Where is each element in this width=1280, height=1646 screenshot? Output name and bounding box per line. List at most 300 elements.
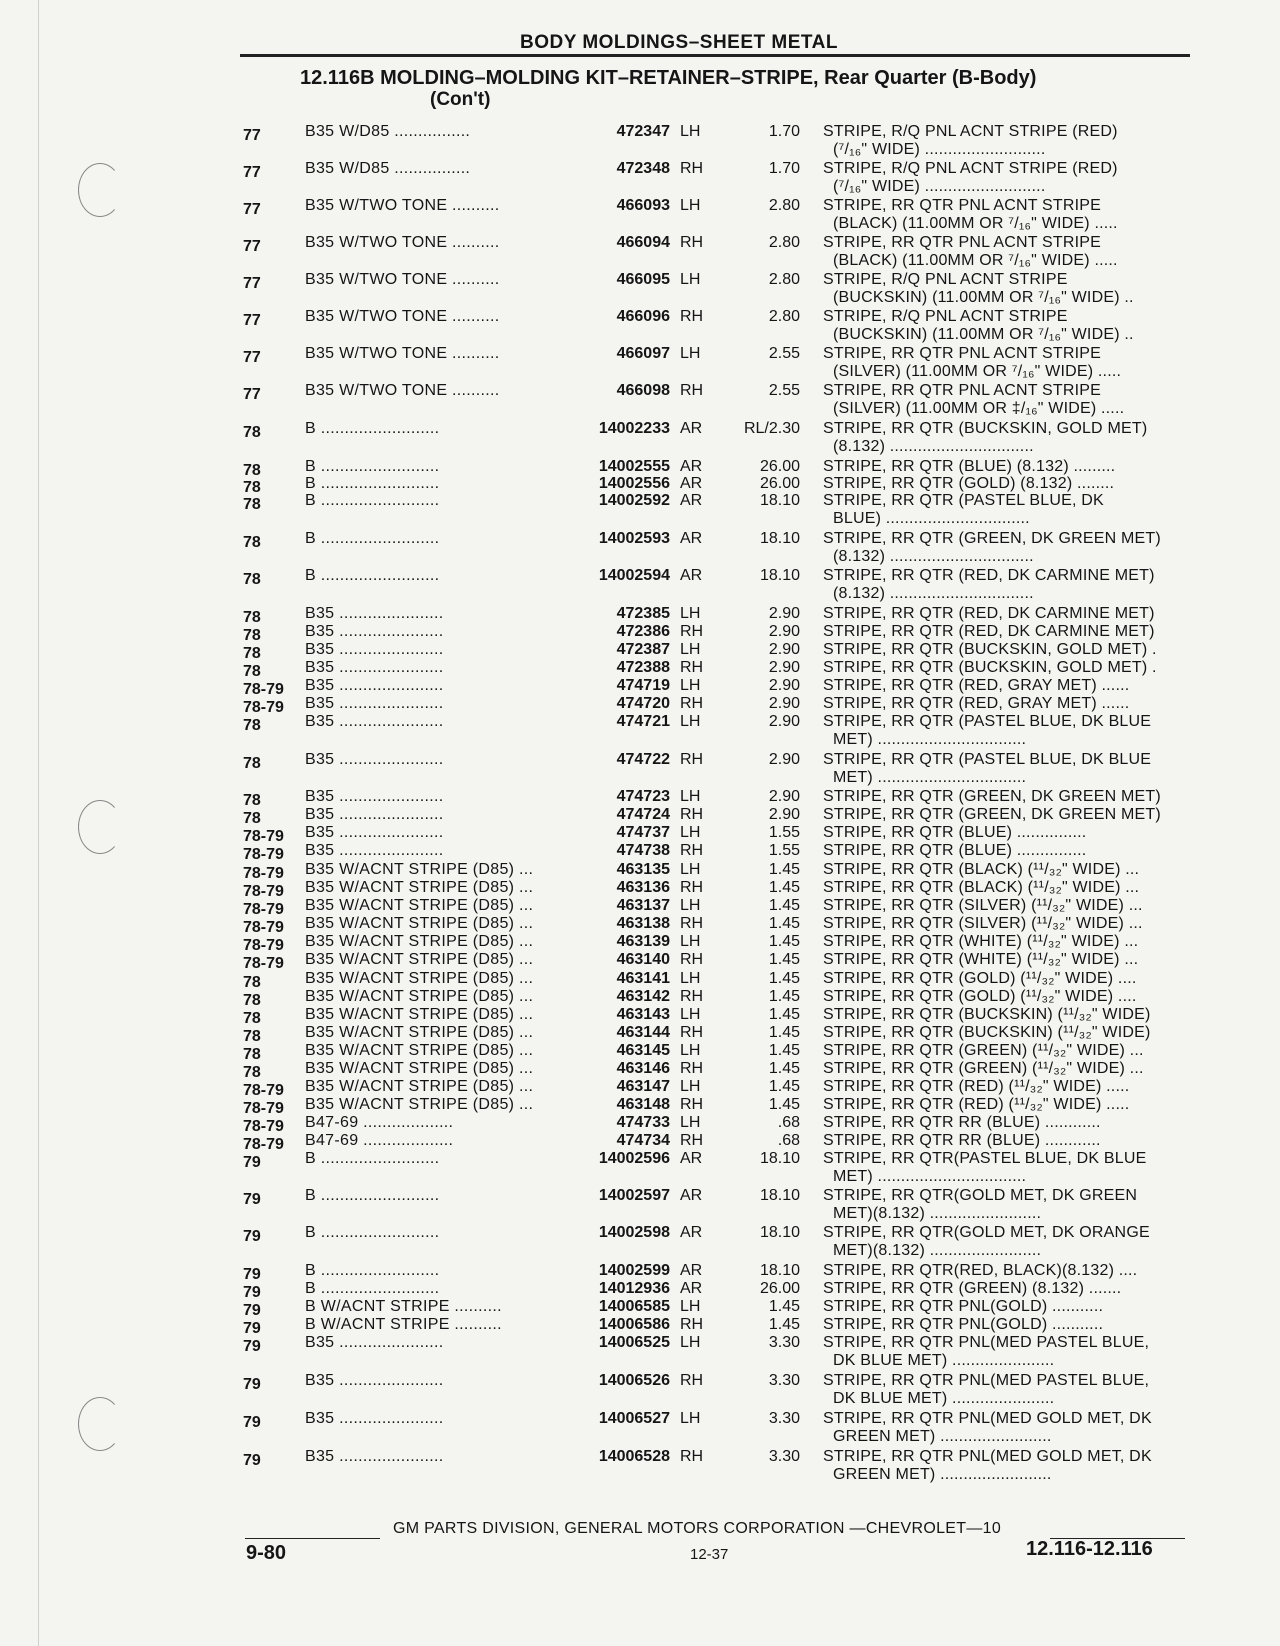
- year-cell: 79: [243, 1376, 261, 1393]
- model-cell: B35 ......................: [305, 1448, 444, 1465]
- part-number-cell: 14006526: [598, 1372, 670, 1389]
- year-cell: 78-79: [243, 901, 284, 918]
- part-number-cell: 474721: [616, 713, 670, 730]
- description-cell: STRIPE, RR QTR(GOLD MET, DK GREEN: [823, 1187, 1138, 1204]
- side-cell: RH: [680, 1096, 704, 1113]
- description-cell: STRIPE, RR QTR (RED) (¹¹/₃₂" WIDE) .....: [823, 1078, 1130, 1095]
- model-cell: B .........................: [305, 1224, 440, 1241]
- section-continued: (Con't): [430, 89, 491, 110]
- year-cell: 77: [243, 201, 261, 218]
- table-row: [0, 1448, 1280, 1484]
- part-number-cell: 14002556: [598, 475, 670, 492]
- price-cell: 26.00: [759, 475, 800, 492]
- description-continued-cell: (SILVER) (11.00MM OR ⁷/₁₆" WIDE) .....: [833, 363, 1122, 380]
- price-cell: 2.90: [768, 677, 800, 694]
- description-cell: STRIPE, RR QTR (BLUE) ...............: [823, 842, 1087, 859]
- part-number-cell: 463147: [616, 1078, 670, 1095]
- price-cell: 2.90: [768, 623, 800, 640]
- price-cell: 18.10: [759, 1224, 800, 1241]
- description-cell: STRIPE, RR QTR (BUCKSKIN, GOLD MET) .: [823, 641, 1157, 658]
- side-cell: LH: [680, 271, 701, 288]
- price-cell: 1.45: [768, 1024, 800, 1041]
- price-cell: 2.80: [768, 234, 800, 251]
- model-cell: B35 W/D85 ................: [305, 123, 471, 140]
- description-cell: STRIPE, R/Q PNL ACNT STRIPE: [823, 271, 1068, 288]
- side-cell: RH: [680, 659, 704, 676]
- side-cell: LH: [680, 123, 701, 140]
- description-cell: STRIPE, RR QTR (BLUE) ...............: [823, 824, 1087, 841]
- side-cell: LH: [680, 1298, 701, 1315]
- model-cell: B35 ......................: [305, 842, 444, 859]
- price-cell: 1.45: [768, 1060, 800, 1077]
- year-cell: 77: [243, 275, 261, 292]
- side-cell: LH: [680, 1334, 701, 1351]
- year-cell: 77: [243, 238, 261, 255]
- price-cell: RL/2.30: [743, 420, 800, 437]
- description-continued-cell: MET)(8.132) ........................: [833, 1205, 1042, 1222]
- price-cell: 26.00: [759, 458, 800, 475]
- model-cell: B35 ......................: [305, 659, 444, 676]
- model-cell: B .........................: [305, 475, 440, 492]
- year-cell: 78: [243, 992, 261, 1009]
- description-cell: STRIPE, RR QTR PNL(MED GOLD MET, DK: [823, 1448, 1152, 1465]
- description-cell: STRIPE, RR QTR (WHITE) (¹¹/₃₂" WIDE) ...: [823, 933, 1139, 950]
- table-row: [0, 271, 1280, 307]
- year-cell: 78: [243, 1046, 261, 1063]
- description-cell: STRIPE, RR QTR (RED, DK CARMINE MET): [823, 605, 1155, 622]
- side-cell: RH: [680, 160, 704, 177]
- description-cell: STRIPE, RR QTR PNL(GOLD) ...........: [823, 1298, 1104, 1315]
- description-continued-cell: (BLACK) (11.00MM OR ⁷/₁₆" WIDE) .....: [833, 252, 1118, 269]
- year-cell: 78-79: [243, 1136, 284, 1153]
- side-cell: AR: [680, 1150, 703, 1167]
- year-cell: 78-79: [243, 1118, 284, 1135]
- price-cell: 2.80: [768, 308, 800, 325]
- description-cell: STRIPE, RR QTR PNL(MED PASTEL BLUE,: [823, 1334, 1150, 1351]
- description-cell: STRIPE, RR QTR (RED, GRAY MET) ......: [823, 677, 1130, 694]
- model-cell: B35 W/ACNT STRIPE (D85) ...: [305, 951, 534, 968]
- price-cell: 1.45: [768, 933, 800, 950]
- part-number-cell: 14002233: [598, 420, 670, 437]
- description-cell: STRIPE, RR QTR (PASTEL BLUE, DK BLUE: [823, 713, 1152, 730]
- price-cell: 2.90: [768, 641, 800, 658]
- description-cell: STRIPE, RR QTR (PASTEL BLUE, DK BLUE: [823, 751, 1152, 768]
- year-cell: 79: [243, 1452, 261, 1469]
- year-cell: 78: [243, 609, 261, 626]
- part-number-cell: 474724: [616, 806, 670, 823]
- year-cell: 79: [243, 1338, 261, 1355]
- side-cell: RH: [680, 308, 704, 325]
- part-number-cell: 474723: [616, 788, 670, 805]
- part-number-cell: 14002596: [598, 1150, 670, 1167]
- description-continued-cell: DK BLUE MET) ......................: [833, 1390, 1055, 1407]
- model-cell: B47-69 ...................: [305, 1132, 454, 1149]
- side-cell: RH: [680, 623, 704, 640]
- model-cell: B .........................: [305, 567, 440, 584]
- part-number-cell: 14002594: [598, 567, 670, 584]
- section-title: 12.116B MOLDING–MOLDING KIT–RETAINER–STRIPE, Rear Quarter (B-Body): [300, 67, 1037, 89]
- side-cell: AR: [680, 458, 703, 475]
- side-cell: RH: [680, 751, 704, 768]
- table-row: [0, 530, 1280, 566]
- price-cell: 1.45: [768, 1006, 800, 1023]
- model-cell: B35 ......................: [305, 605, 444, 622]
- model-cell: B47-69 ...................: [305, 1114, 454, 1131]
- model-cell: B35 ......................: [305, 788, 444, 805]
- side-cell: RH: [680, 1372, 704, 1389]
- description-cell: STRIPE, RR QTR (BUCKSKIN) (¹¹/₃₂" WIDE): [823, 1006, 1151, 1023]
- part-number-cell: 463141: [616, 970, 670, 987]
- year-cell: 79: [243, 1414, 261, 1431]
- price-cell: 2.90: [768, 605, 800, 622]
- model-cell: B35 ......................: [305, 1372, 444, 1389]
- price-cell: 1.45: [768, 1316, 800, 1333]
- model-cell: B35 ......................: [305, 641, 444, 658]
- year-cell: 77: [243, 164, 261, 181]
- price-cell: 1.55: [768, 842, 800, 859]
- model-cell: B35 W/ACNT STRIPE (D85) ...: [305, 861, 534, 878]
- model-cell: B35 ......................: [305, 695, 444, 712]
- part-number-cell: 463136: [616, 879, 670, 896]
- side-cell: AR: [680, 530, 703, 547]
- side-cell: AR: [680, 475, 703, 492]
- table-row: [0, 308, 1280, 344]
- model-cell: B35 ......................: [305, 713, 444, 730]
- description-cell: STRIPE, RR QTR (BLUE) (8.132) .........: [823, 458, 1116, 475]
- model-cell: B35 W/TWO TONE ..........: [305, 271, 500, 288]
- part-number-cell: 14006586: [598, 1316, 670, 1333]
- description-continued-cell: GREEN MET) ........................: [833, 1466, 1052, 1483]
- table-row: [0, 123, 1280, 159]
- description-cell: STRIPE, RR QTR (PASTEL BLUE, DK: [823, 492, 1104, 509]
- description-continued-cell: (8.132) ...............................: [833, 548, 1034, 565]
- price-cell: 1.45: [768, 1298, 800, 1315]
- model-cell: B .........................: [305, 530, 440, 547]
- part-number-cell: 474722: [616, 751, 670, 768]
- price-cell: 18.10: [759, 1150, 800, 1167]
- description-cell: STRIPE, R/Q PNL ACNT STRIPE (RED): [823, 123, 1118, 140]
- year-cell: 78: [243, 792, 261, 809]
- part-number-cell: 466095: [616, 271, 670, 288]
- description-cell: STRIPE, RR QTR (BUCKSKIN) (¹¹/₃₂" WIDE): [823, 1024, 1151, 1041]
- side-cell: AR: [680, 1187, 703, 1204]
- side-cell: LH: [680, 1006, 701, 1023]
- table-row: [0, 751, 1280, 787]
- table-row: [0, 234, 1280, 270]
- footer-date: 9-80: [246, 1542, 287, 1564]
- side-cell: LH: [680, 345, 701, 362]
- part-number-cell: 14006528: [598, 1448, 670, 1465]
- year-cell: 78: [243, 627, 261, 644]
- year-cell: 79: [243, 1284, 261, 1301]
- model-cell: B .........................: [305, 1280, 440, 1297]
- description-continued-cell: (⁷/₁₆" WIDE) ..........................: [833, 141, 1046, 158]
- price-cell: 2.80: [768, 271, 800, 288]
- description-cell: STRIPE, RR QTR PNL(MED PASTEL BLUE,: [823, 1372, 1150, 1389]
- description-cell: STRIPE, RR QTR (RED, DK CARMINE MET): [823, 567, 1155, 584]
- description-cell: STRIPE, RR QTR PNL ACNT STRIPE: [823, 382, 1102, 399]
- description-cell: STRIPE, RR QTR (BLACK) (¹¹/₃₂" WIDE) ...: [823, 879, 1140, 896]
- table-row: [0, 1187, 1280, 1223]
- year-cell: 78-79: [243, 919, 284, 936]
- price-cell: 1.45: [768, 1078, 800, 1095]
- description-continued-cell: GREEN MET) ........................: [833, 1428, 1052, 1445]
- model-cell: B35 W/ACNT STRIPE (D85) ...: [305, 897, 534, 914]
- description-cell: STRIPE, RR QTR (GREEN, DK GREEN MET): [823, 530, 1161, 547]
- side-cell: RH: [680, 382, 704, 399]
- year-cell: 78: [243, 974, 261, 991]
- model-cell: B35 W/D85 ................: [305, 160, 471, 177]
- model-cell: B35 ......................: [305, 1410, 444, 1427]
- table-row: [0, 1372, 1280, 1408]
- part-number-cell: 463142: [616, 988, 670, 1005]
- model-cell: B35 ......................: [305, 824, 444, 841]
- year-cell: 79: [243, 1228, 261, 1245]
- model-cell: B35 W/ACNT STRIPE (D85) ...: [305, 1096, 534, 1113]
- year-cell: 78: [243, 571, 261, 588]
- price-cell: 1.70: [768, 160, 800, 177]
- side-cell: RH: [680, 806, 704, 823]
- table-row: [0, 1410, 1280, 1446]
- footer-section-ref: 12.116-12.116: [1026, 1538, 1153, 1560]
- year-cell: 78: [243, 1028, 261, 1045]
- side-cell: LH: [680, 677, 701, 694]
- part-number-cell: 14006527: [598, 1410, 670, 1427]
- description-continued-cell: DK BLUE MET) ......................: [833, 1352, 1055, 1369]
- price-cell: 1.45: [768, 897, 800, 914]
- description-continued-cell: (8.132) ...............................: [833, 438, 1034, 455]
- description-cell: STRIPE, RR QTR PNL ACNT STRIPE: [823, 234, 1102, 251]
- table-row: [0, 197, 1280, 233]
- part-number-cell: 474737: [616, 824, 670, 841]
- part-number-cell: 472388: [616, 659, 670, 676]
- model-cell: B35 W/TWO TONE ..........: [305, 234, 500, 251]
- model-cell: B .........................: [305, 420, 440, 437]
- year-cell: 79: [243, 1154, 261, 1171]
- part-number-cell: 14012936: [598, 1280, 670, 1297]
- price-cell: 1.55: [768, 824, 800, 841]
- description-cell: STRIPE, RR QTR (RED) (¹¹/₃₂" WIDE) .....: [823, 1096, 1130, 1113]
- description-cell: STRIPE, RR QTR(PASTEL BLUE, DK BLUE: [823, 1150, 1147, 1167]
- description-continued-cell: (⁷/₁₆" WIDE) ..........................: [833, 178, 1046, 195]
- description-cell: STRIPE, R/Q PNL ACNT STRIPE: [823, 308, 1068, 325]
- description-continued-cell: (BUCKSKIN) (11.00MM OR ⁷/₁₆" WIDE) ..: [833, 326, 1134, 343]
- description-cell: STRIPE, RR QTR (GOLD) (¹¹/₃₂" WIDE) ....: [823, 988, 1137, 1005]
- model-cell: B35 W/TWO TONE ..........: [305, 345, 500, 362]
- description-continued-cell: (8.132) ...............................: [833, 585, 1034, 602]
- description-cell: STRIPE, RR QTR (RED, DK CARMINE MET): [823, 623, 1155, 640]
- price-cell: 2.55: [768, 382, 800, 399]
- description-continued-cell: BLUE) ...............................: [833, 510, 1030, 527]
- side-cell: LH: [680, 641, 701, 658]
- side-cell: LH: [680, 1410, 701, 1427]
- year-cell: 78: [243, 755, 261, 772]
- price-cell: 18.10: [759, 530, 800, 547]
- year-cell: 77: [243, 127, 261, 144]
- side-cell: AR: [680, 1280, 703, 1297]
- part-number-cell: 463138: [616, 915, 670, 932]
- price-cell: 3.30: [768, 1334, 800, 1351]
- model-cell: B .........................: [305, 1262, 440, 1279]
- model-cell: B .........................: [305, 492, 440, 509]
- side-cell: RH: [680, 1316, 704, 1333]
- year-cell: 78: [243, 534, 261, 551]
- part-number-cell: 463145: [616, 1042, 670, 1059]
- description-cell: STRIPE, RR QTR (GREEN) (¹¹/₃₂" WIDE) ...: [823, 1060, 1144, 1077]
- description-cell: STRIPE, RR QTR (WHITE) (¹¹/₃₂" WIDE) ...: [823, 951, 1139, 968]
- price-cell: 3.30: [768, 1372, 800, 1389]
- year-cell: 78-79: [243, 681, 284, 698]
- side-cell: LH: [680, 933, 701, 950]
- model-cell: B W/ACNT STRIPE ..........: [305, 1316, 502, 1333]
- year-cell: 77: [243, 349, 261, 366]
- price-cell: 2.90: [768, 751, 800, 768]
- description-continued-cell: MET) ................................: [833, 1168, 1027, 1185]
- price-cell: 2.90: [768, 713, 800, 730]
- table-row: [0, 1150, 1280, 1186]
- year-cell: 79: [243, 1266, 261, 1283]
- side-cell: LH: [680, 897, 701, 914]
- part-number-cell: 14002592: [598, 492, 670, 509]
- table-row: [0, 1224, 1280, 1260]
- price-cell: 18.10: [759, 1262, 800, 1279]
- model-cell: B .........................: [305, 458, 440, 475]
- year-cell: 79: [243, 1191, 261, 1208]
- part-number-cell: 466098: [616, 382, 670, 399]
- description-cell: STRIPE, RR QTR (GREEN, DK GREEN MET): [823, 788, 1161, 805]
- description-cell: STRIPE, RR QTR (BLACK) (¹¹/₃₂" WIDE) ...: [823, 861, 1140, 878]
- year-cell: 78: [243, 479, 261, 496]
- part-number-cell: 466097: [616, 345, 670, 362]
- description-continued-cell: MET) ................................: [833, 769, 1027, 786]
- year-cell: 78: [243, 663, 261, 680]
- year-cell: 79: [243, 1320, 261, 1337]
- part-number-cell: 466093: [616, 197, 670, 214]
- model-cell: B W/ACNT STRIPE ..........: [305, 1298, 502, 1315]
- description-cell: STRIPE, RR QTR(RED, BLACK)(8.132) ....: [823, 1262, 1138, 1279]
- price-cell: 1.45: [768, 1042, 800, 1059]
- model-cell: B35 ......................: [305, 1334, 444, 1351]
- year-cell: 78: [243, 462, 261, 479]
- part-number-cell: 14002555: [598, 458, 670, 475]
- model-cell: B35 W/ACNT STRIPE (D85) ...: [305, 1042, 534, 1059]
- model-cell: B35 ......................: [305, 623, 444, 640]
- side-cell: RH: [680, 234, 704, 251]
- side-cell: AR: [680, 1262, 703, 1279]
- part-number-cell: 463148: [616, 1096, 670, 1113]
- price-cell: 18.10: [759, 1187, 800, 1204]
- description-continued-cell: MET) ................................: [833, 731, 1027, 748]
- model-cell: B .........................: [305, 1150, 440, 1167]
- side-cell: RH: [680, 1448, 704, 1465]
- part-number-cell: 14002593: [598, 530, 670, 547]
- part-number-cell: 472385: [616, 605, 670, 622]
- year-cell: 79: [243, 1302, 261, 1319]
- description-cell: STRIPE, RR QTR (GOLD) (8.132) ........: [823, 475, 1115, 492]
- year-cell: 78-79: [243, 1082, 284, 1099]
- model-cell: B35 W/TWO TONE ..........: [305, 197, 500, 214]
- price-cell: 2.90: [768, 788, 800, 805]
- table-row: [0, 713, 1280, 749]
- year-cell: 78: [243, 424, 261, 441]
- side-cell: LH: [680, 788, 701, 805]
- model-cell: B35 W/ACNT STRIPE (D85) ...: [305, 970, 534, 987]
- side-cell: RH: [680, 1060, 704, 1077]
- price-cell: 18.10: [759, 492, 800, 509]
- model-cell: B35 ......................: [305, 806, 444, 823]
- model-cell: B35 ......................: [305, 677, 444, 694]
- side-cell: RH: [680, 1132, 704, 1149]
- model-cell: B35 W/TWO TONE ..........: [305, 308, 500, 325]
- side-cell: LH: [680, 713, 701, 730]
- description-cell: STRIPE, RR QTR PNL ACNT STRIPE: [823, 197, 1102, 214]
- part-number-cell: 472386: [616, 623, 670, 640]
- description-cell: STRIPE, RR QTR (SILVER) (¹¹/₃₂" WIDE) ...: [823, 897, 1143, 914]
- side-cell: RH: [680, 695, 704, 712]
- description-continued-cell: (SILVER) (11.00MM OR ‡/₁₆" WIDE) .....: [833, 400, 1125, 417]
- side-cell: LH: [680, 824, 701, 841]
- table-row: [0, 567, 1280, 603]
- part-number-cell: 463140: [616, 951, 670, 968]
- part-number-cell: 14002598: [598, 1224, 670, 1241]
- model-cell: B35 W/ACNT STRIPE (D85) ...: [305, 879, 534, 896]
- side-cell: AR: [680, 420, 703, 437]
- part-number-cell: 474738: [616, 842, 670, 859]
- price-cell: 1.45: [768, 861, 800, 878]
- part-number-cell: 472387: [616, 641, 670, 658]
- price-cell: 2.90: [768, 695, 800, 712]
- description-cell: STRIPE, RR QTR (GREEN) (¹¹/₃₂" WIDE) ...: [823, 1042, 1144, 1059]
- year-cell: 78-79: [243, 699, 284, 716]
- part-number-cell: 463144: [616, 1024, 670, 1041]
- table-row: [0, 382, 1280, 418]
- model-cell: B35 W/ACNT STRIPE (D85) ...: [305, 1006, 534, 1023]
- footer-page-number: 12-37: [690, 1546, 729, 1563]
- side-cell: RH: [680, 988, 704, 1005]
- price-cell: 1.45: [768, 879, 800, 896]
- side-cell: AR: [680, 567, 703, 584]
- part-number-cell: 472348: [616, 160, 670, 177]
- price-cell: 1.45: [768, 970, 800, 987]
- description-cell: STRIPE, R/Q PNL ACNT STRIPE (RED): [823, 160, 1118, 177]
- part-number-cell: 474720: [616, 695, 670, 712]
- model-cell: B35 ......................: [305, 751, 444, 768]
- part-number-cell: 474734: [616, 1132, 670, 1149]
- part-number-cell: 474733: [616, 1114, 670, 1131]
- description-cell: STRIPE, RR QTR RR (BLUE) ............: [823, 1132, 1101, 1149]
- description-cell: STRIPE, RR QTR (SILVER) (¹¹/₃₂" WIDE) ...: [823, 915, 1143, 932]
- description-continued-cell: (BLACK) (11.00MM OR ⁷/₁₆" WIDE) .....: [833, 215, 1118, 232]
- year-cell: 78-79: [243, 846, 284, 863]
- part-number-cell: 463135: [616, 861, 670, 878]
- table-row: [0, 160, 1280, 196]
- year-cell: 77: [243, 312, 261, 329]
- part-number-cell: 466094: [616, 234, 670, 251]
- side-cell: LH: [680, 1042, 701, 1059]
- year-cell: 78: [243, 645, 261, 662]
- side-cell: RH: [680, 915, 704, 932]
- part-number-cell: 463146: [616, 1060, 670, 1077]
- model-cell: B35 W/TWO TONE ..........: [305, 382, 500, 399]
- side-cell: RH: [680, 879, 704, 896]
- model-cell: B35 W/ACNT STRIPE (D85) ...: [305, 1078, 534, 1095]
- part-number-cell: 466096: [616, 308, 670, 325]
- year-cell: 78-79: [243, 955, 284, 972]
- description-cell: STRIPE, RR QTR PNL ACNT STRIPE: [823, 345, 1102, 362]
- description-cell: STRIPE, RR QTR (GREEN, DK GREEN MET): [823, 806, 1161, 823]
- year-cell: 78-79: [243, 865, 284, 882]
- price-cell: 2.90: [768, 806, 800, 823]
